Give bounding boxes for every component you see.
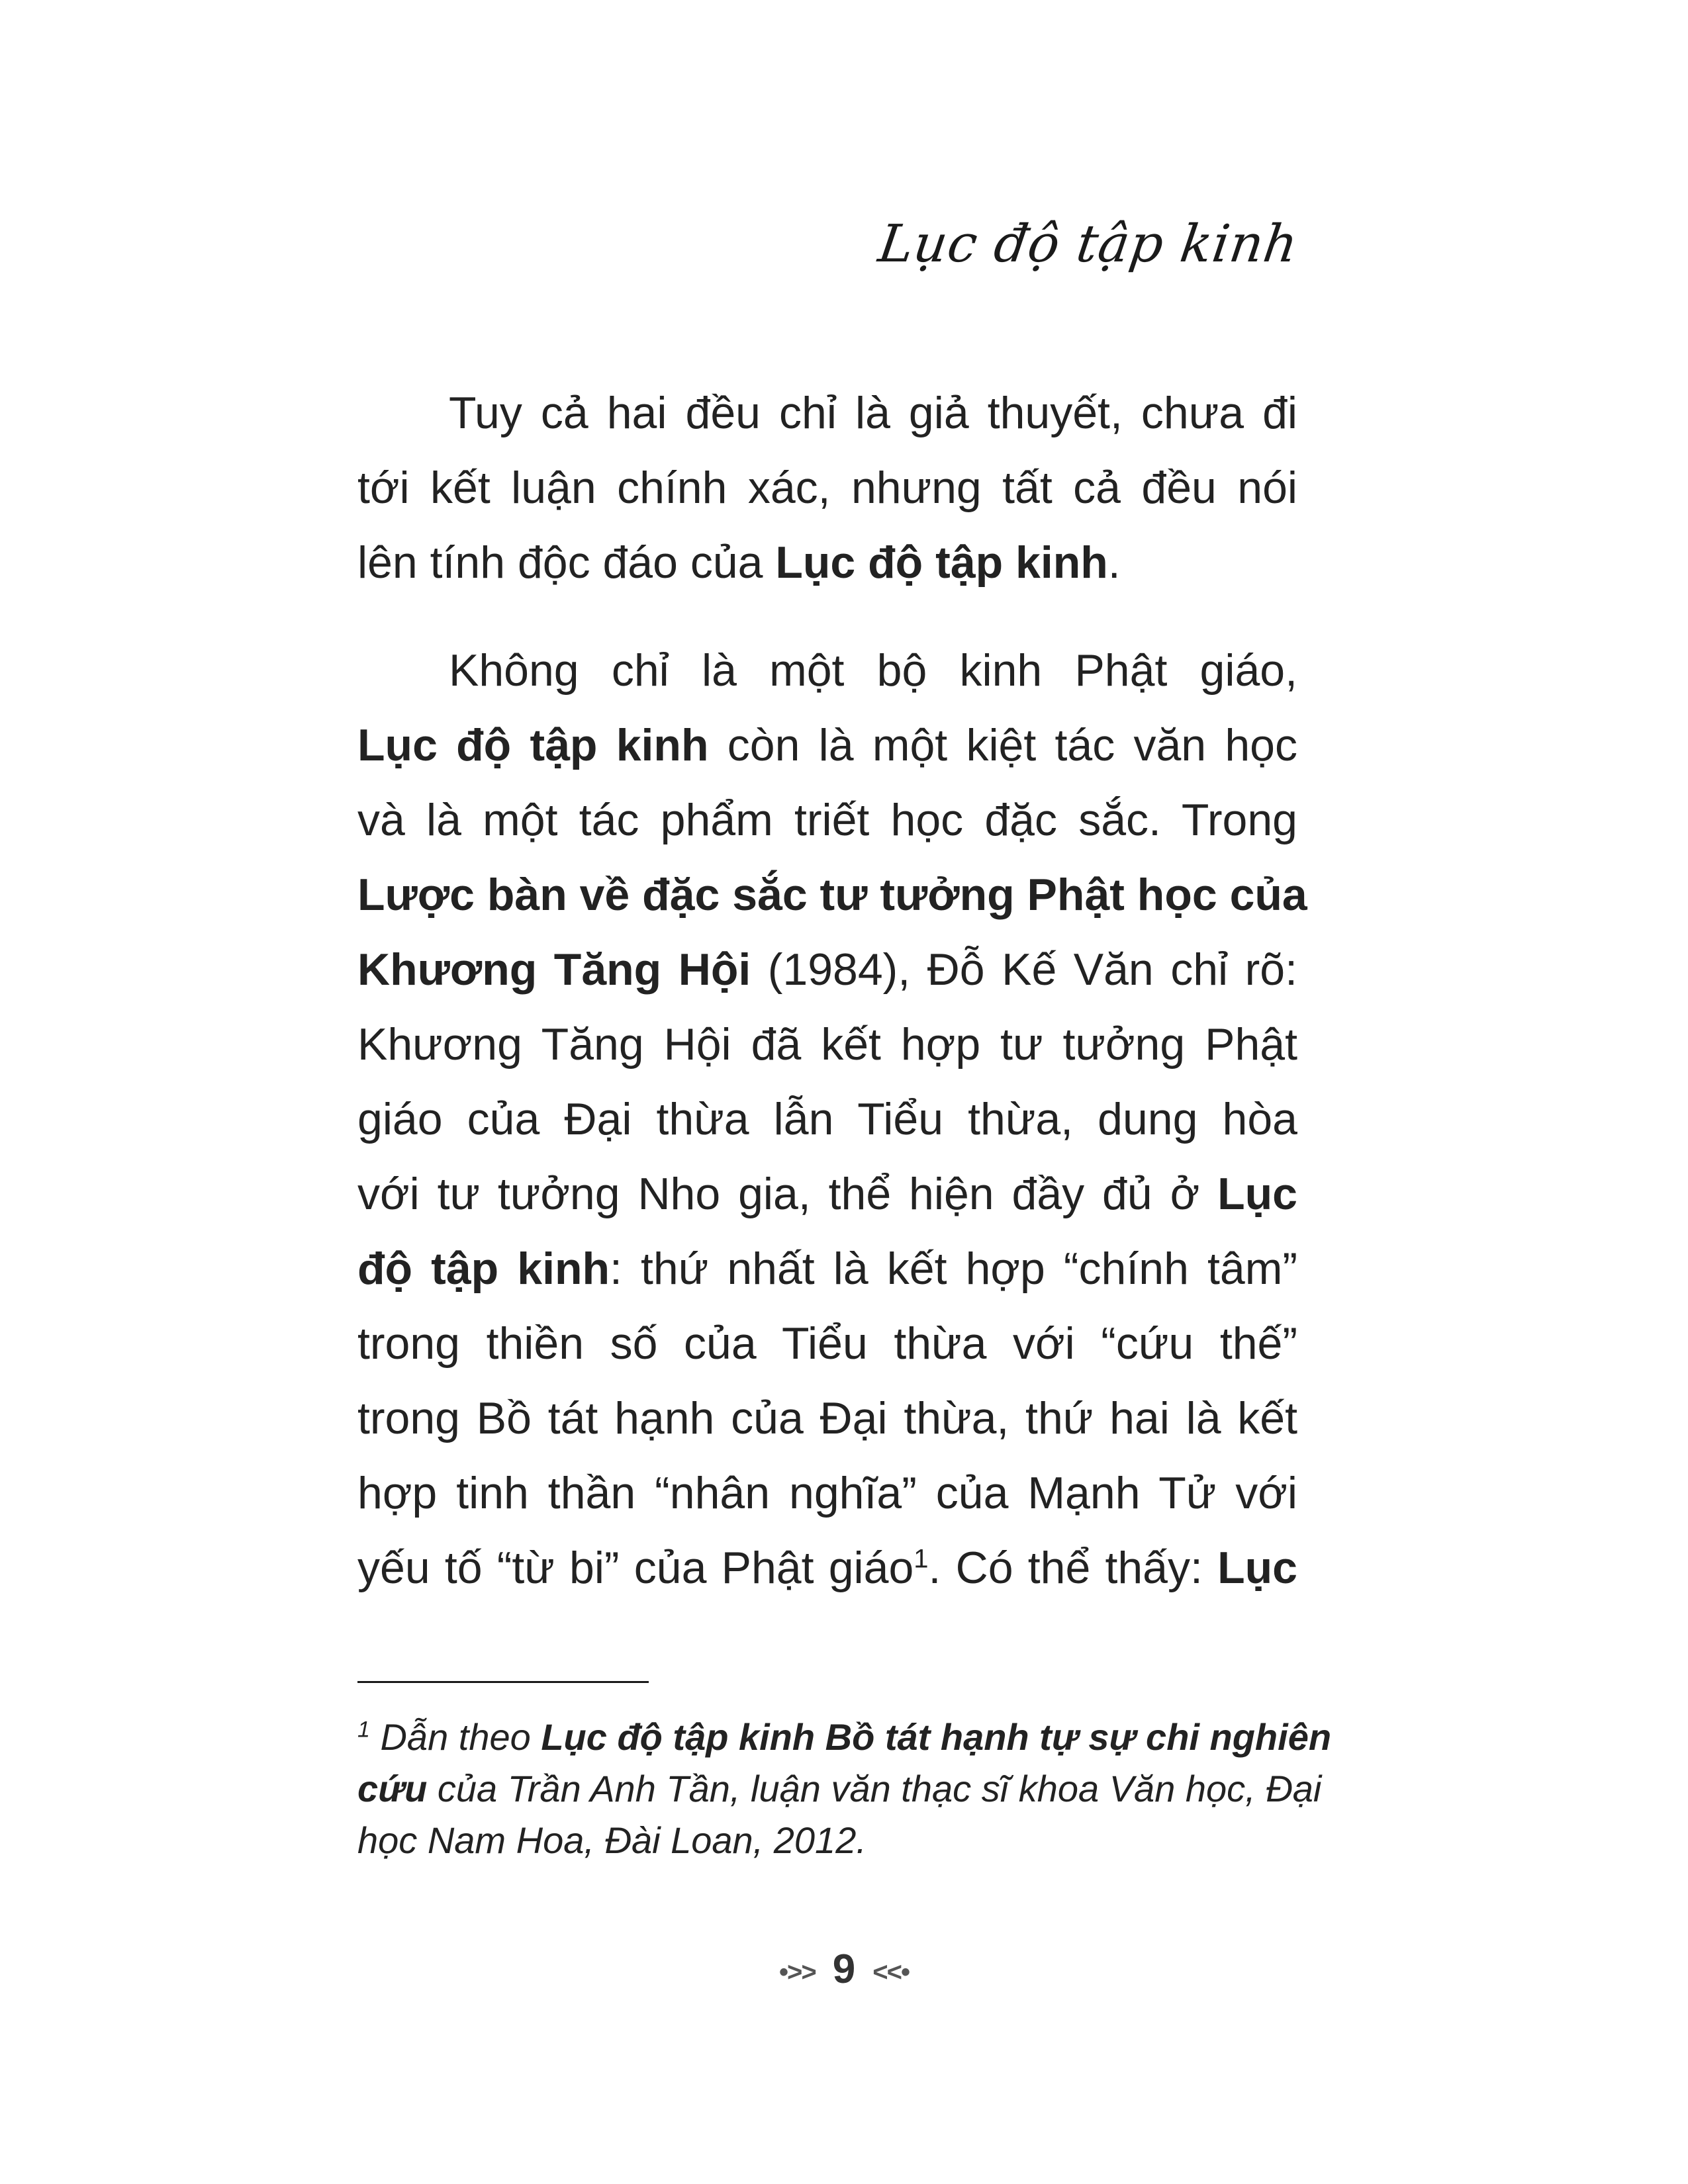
paragraph-1 bbox=[357, 376, 1297, 600]
book-title-bold: Lục độ tập kinh bbox=[775, 537, 1108, 588]
paragraph-2-line-12: hợp tinh thần “nhân nghĩa” của Mạnh Tử với bbox=[357, 1468, 1297, 1518]
footnote-divider bbox=[357, 1681, 649, 1683]
paragraph-2-line-1: Không chỉ là một bộ kinh Phật giáo, bbox=[449, 645, 1297, 696]
running-header-title: Lục độ tập kinh bbox=[874, 214, 1302, 274]
book-title-bold: Lục bbox=[1217, 1169, 1297, 1219]
paragraph-2-line-10: trong thiền số của Tiểu thừa với “cứu thế” bbox=[357, 1318, 1297, 1369]
text-run: : thứ nhất là kết hợp “chính tâm” bbox=[610, 1244, 1297, 1294]
paragraph-2-line-9 bbox=[357, 1232, 1297, 1306]
text-run: lên tính độc đáo của bbox=[357, 537, 776, 588]
text-run: (1984), Đỗ Kế Văn chỉ rõ: bbox=[751, 944, 1297, 995]
paragraph-2-line-7: giáo của Đại thừa lẫn Tiểu thừa, dung hòa bbox=[357, 1094, 1297, 1144]
paragraph-2-line-6: Khương Tăng Hội đã kết hợp tư tưởng Phật bbox=[357, 1019, 1297, 1069]
footnote-line-2 bbox=[357, 1763, 1322, 1815]
paragraph-2-line-2 bbox=[357, 708, 1297, 783]
footnote-line-1 bbox=[357, 1711, 1332, 1763]
text-run: Dẫn theo bbox=[369, 1716, 541, 1758]
page-number-block bbox=[0, 1946, 1688, 1992]
ornament-right-icon: <<• bbox=[872, 1957, 909, 1987]
text-run: . Có thể thấy: bbox=[928, 1543, 1218, 1593]
page-number: 9 bbox=[832, 1946, 856, 1992]
paragraph-1-line-2: tới kết luận chính xác, nhưng tất cả đều nói bbox=[357, 463, 1297, 513]
footnote-marker: 1 bbox=[357, 1717, 370, 1743]
text-run: . bbox=[1107, 537, 1121, 588]
paragraph-2-line-5 bbox=[357, 933, 1297, 1007]
ornament-left-icon: •>> bbox=[779, 1957, 816, 1987]
footnote-reference[interactable]: 1 bbox=[914, 1544, 929, 1574]
paragraph-2-line-8 bbox=[357, 1157, 1297, 1232]
footnote-line-3: học Nam Hoa, Đài Loan, 2012. bbox=[357, 1819, 867, 1861]
book-title-bold: Lục độ tập kinh bbox=[357, 720, 709, 770]
paragraph-2-line-13 bbox=[357, 1531, 1297, 1606]
text-run: của Trần Anh Tần, luận văn thạc sĩ khoa Văn học, Đại bbox=[427, 1768, 1322, 1809]
paragraph-1-line-1: Tuy cả hai đều chỉ là giả thuyết, chưa đi bbox=[449, 388, 1297, 438]
cited-title-bold: cứu bbox=[357, 1768, 428, 1809]
text-run: yếu tố “từ bi” của Phật giáo bbox=[357, 1543, 914, 1593]
text-run: còn là một kiệt tác văn học bbox=[708, 720, 1297, 770]
paragraph-2-line-11: trong Bồ tát hạnh của Đại thừa, thứ hai là kết bbox=[357, 1393, 1297, 1443]
book-title-bold: độ tập kinh bbox=[357, 1244, 610, 1294]
work-title-bold: Lược bàn về đặc sắc tư tưởng Phật học của bbox=[357, 870, 1307, 920]
paragraph-2-line-3: và là một tác phẩm triết học đặc sắc. Trong bbox=[357, 795, 1297, 845]
cited-title-bold: Lục độ tập kinh Bồ tát hạnh tự sự chi nghiên bbox=[541, 1716, 1332, 1758]
paragraph-2-line-4 bbox=[357, 858, 1307, 933]
paragraph-1-line-3 bbox=[357, 525, 1297, 600]
footnote bbox=[357, 1711, 1332, 1866]
paragraph-2 bbox=[357, 633, 1307, 1606]
text-run: với tư tưởng Nho gia, thể hiện đầy đủ ở bbox=[357, 1169, 1218, 1219]
book-title-bold: Lục bbox=[1217, 1543, 1297, 1593]
work-title-bold: Khương Tăng Hội bbox=[357, 944, 751, 995]
